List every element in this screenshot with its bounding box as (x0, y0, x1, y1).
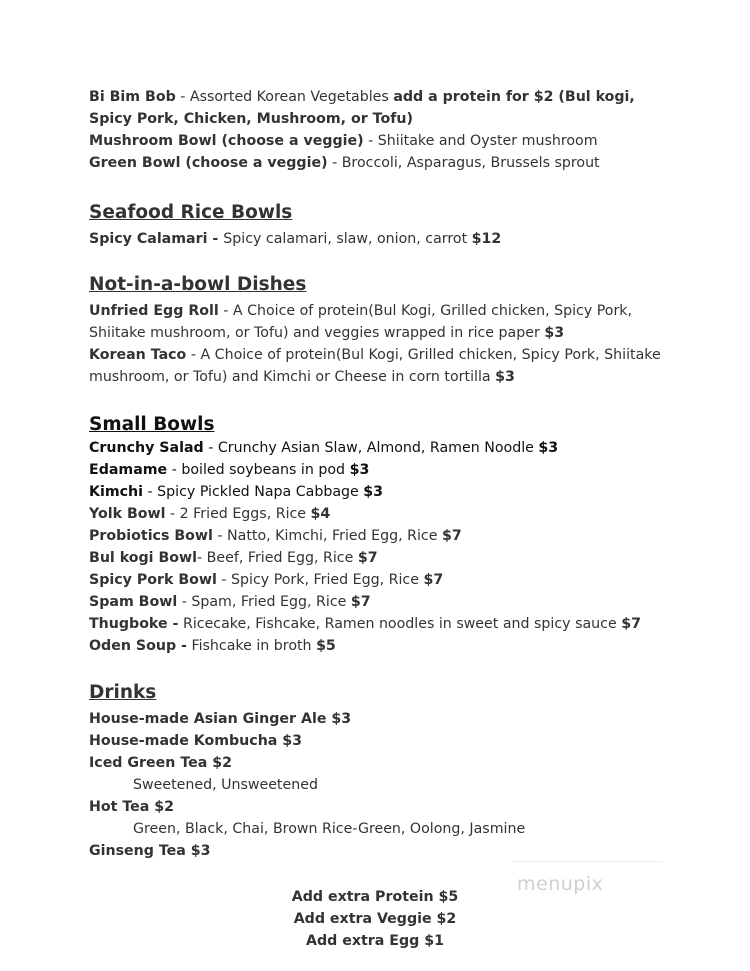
section-heading: Small Bowls (89, 414, 215, 435)
item-name: Korean Taco (89, 347, 187, 363)
item-description: - Beef, Fried Egg, Rice (197, 550, 358, 566)
menu-item-mushroom-bowl: Mushroom Bowl (choose a veggie) - Shiitake and Oyster mushroom (89, 133, 598, 149)
item-price: $7 (350, 594, 371, 610)
item-name: Spam Bowl (89, 594, 178, 610)
item-name: Unfried Egg Roll (89, 303, 219, 319)
drink-options: Green, Black, Chai, Brown Rice-Green, Oolong, Jasmine (133, 821, 526, 837)
item-name: Yolk Bowl (89, 506, 166, 522)
item-name: Oden Soup - (89, 638, 187, 654)
item-name: Thugboke - (89, 616, 179, 632)
menu-item (89, 228, 729, 250)
menu-item (89, 591, 729, 613)
item-name: Mushroom Bowl (choose a veggie) (89, 133, 364, 149)
item-description: - A Choice of protein(Bul Kogi, Grilled chicken, Spicy Pork, Shiitake mushroom, or Tofu) and Kimchi or Cheese in corn tortilla (89, 347, 661, 385)
drink-options: Sweetened, Unsweetened (133, 777, 318, 793)
item-price: $7 (423, 572, 444, 588)
menu-item (89, 547, 729, 569)
item-name: Probiotics Bowl (89, 528, 213, 544)
item-description: Spicy calamari, slaw, onion, carrot (223, 231, 472, 247)
item-price: $7 (357, 550, 378, 566)
intro-section (89, 86, 729, 174)
item-description: - Spicy Pork, Fried Egg, Rice (216, 572, 424, 588)
item-description: - Spam, Fried Egg, Rice (177, 594, 351, 610)
item-price: $3 (495, 369, 515, 385)
menu-item (89, 344, 664, 388)
item-description: - boiled soybeans in pod (167, 462, 350, 478)
extra-item: Add extra Veggie $2 (293, 911, 457, 927)
item-price: $3 (538, 440, 559, 456)
item-price: $3 (349, 462, 370, 478)
menu-item (89, 459, 729, 481)
menu-item (89, 613, 729, 635)
drink-item: Iced Green Tea $2 (89, 755, 233, 771)
item-name: Kimchi (89, 484, 144, 500)
item-name: Crunchy Salad (89, 440, 204, 456)
section-heading: Seafood Rice Bowls (89, 202, 293, 223)
item-description: - Natto, Kimchi, Fried Egg, Rice (212, 528, 442, 544)
item-name: Edamame (89, 462, 168, 478)
item-price: $7 (441, 528, 462, 544)
seafood-section (89, 201, 729, 250)
menu-item (89, 300, 659, 344)
drinks-section (89, 681, 729, 862)
item-description: - A Choice of protein(Bul Kogi, Grilled chicken, Spicy Pork, Shiitake mushroom, or Tofu) and veggies wrapped in rice paper (89, 303, 633, 341)
item-description: Fishcake in broth (186, 638, 317, 654)
item-price: $5 (316, 638, 336, 654)
item-price: $7 (621, 616, 641, 632)
menu-item (89, 503, 729, 525)
item-description: Assorted Korean Vegetables (189, 89, 394, 105)
menu-page (89, 86, 729, 862)
menu-item-bi-bim-bob: Bi Bim Bob - Assorted Korean Vegetables add a protein for $2 (Bul kogi, Spicy Pork, Chicken, Mushroom, or Tofu) (89, 89, 635, 127)
drink-item: House-made Asian Ginger Ale $3 (89, 711, 352, 727)
item-description: Shiitake and Oyster mushroom (377, 133, 598, 149)
item-name: Spicy Pork Bowl (89, 572, 217, 588)
item-name: Bul kogi Bowl (89, 550, 198, 566)
item-price: $3 (544, 325, 565, 341)
drink-item: House-made Kombucha $3 (89, 733, 303, 749)
section-heading: Drinks (89, 682, 157, 703)
watermark-divider (512, 861, 662, 862)
item-description: - Crunchy Asian Slaw, Almond, Ramen Noodle (203, 440, 539, 456)
item-price: add a protein for $2 (Bul kogi, Spicy Pork, Chicken, Mushroom, or Tofu) (89, 89, 635, 127)
item-name: Spicy Calamari - (89, 231, 224, 247)
not-in-bowl-section (89, 273, 729, 388)
item-price: $12 (471, 231, 502, 247)
item-name: Bi Bim Bob (89, 89, 176, 105)
menupix-watermark: menupix (517, 873, 604, 895)
item-name: Green Bowl (choose a veggie) (89, 155, 328, 171)
drink-item: Ginseng Tea $3 (89, 843, 211, 859)
menu-item (89, 437, 729, 459)
item-price: $4 (310, 506, 331, 522)
drink-item: Hot Tea $2 (89, 799, 175, 815)
menu-item-green-bowl: Green Bowl (choose a veggie) - Broccoli, Asparagus, Brussels sprout (89, 155, 600, 171)
small-bowls-section (89, 413, 729, 657)
extra-item: Add extra Protein $5 (291, 889, 459, 905)
extra-item: Add extra Egg $1 (306, 933, 444, 949)
menu-item (89, 481, 729, 503)
item-description: - 2 Fried Eggs, Rice (165, 506, 311, 522)
item-description: Ricecake, Fishcake, Ramen noodles in sweet and spicy sauce (178, 616, 622, 632)
extras-section (0, 886, 750, 952)
menu-item (89, 569, 729, 591)
section-heading: Not-in-a-bowl Dishes (89, 274, 307, 295)
menu-item (89, 525, 729, 547)
item-description: Broccoli, Asparagus, Brussels sprout (341, 155, 600, 171)
menu-item (89, 635, 729, 657)
item-price: $3 (363, 484, 384, 500)
item-description: - Spicy Pickled Napa Cabbage (143, 484, 364, 500)
